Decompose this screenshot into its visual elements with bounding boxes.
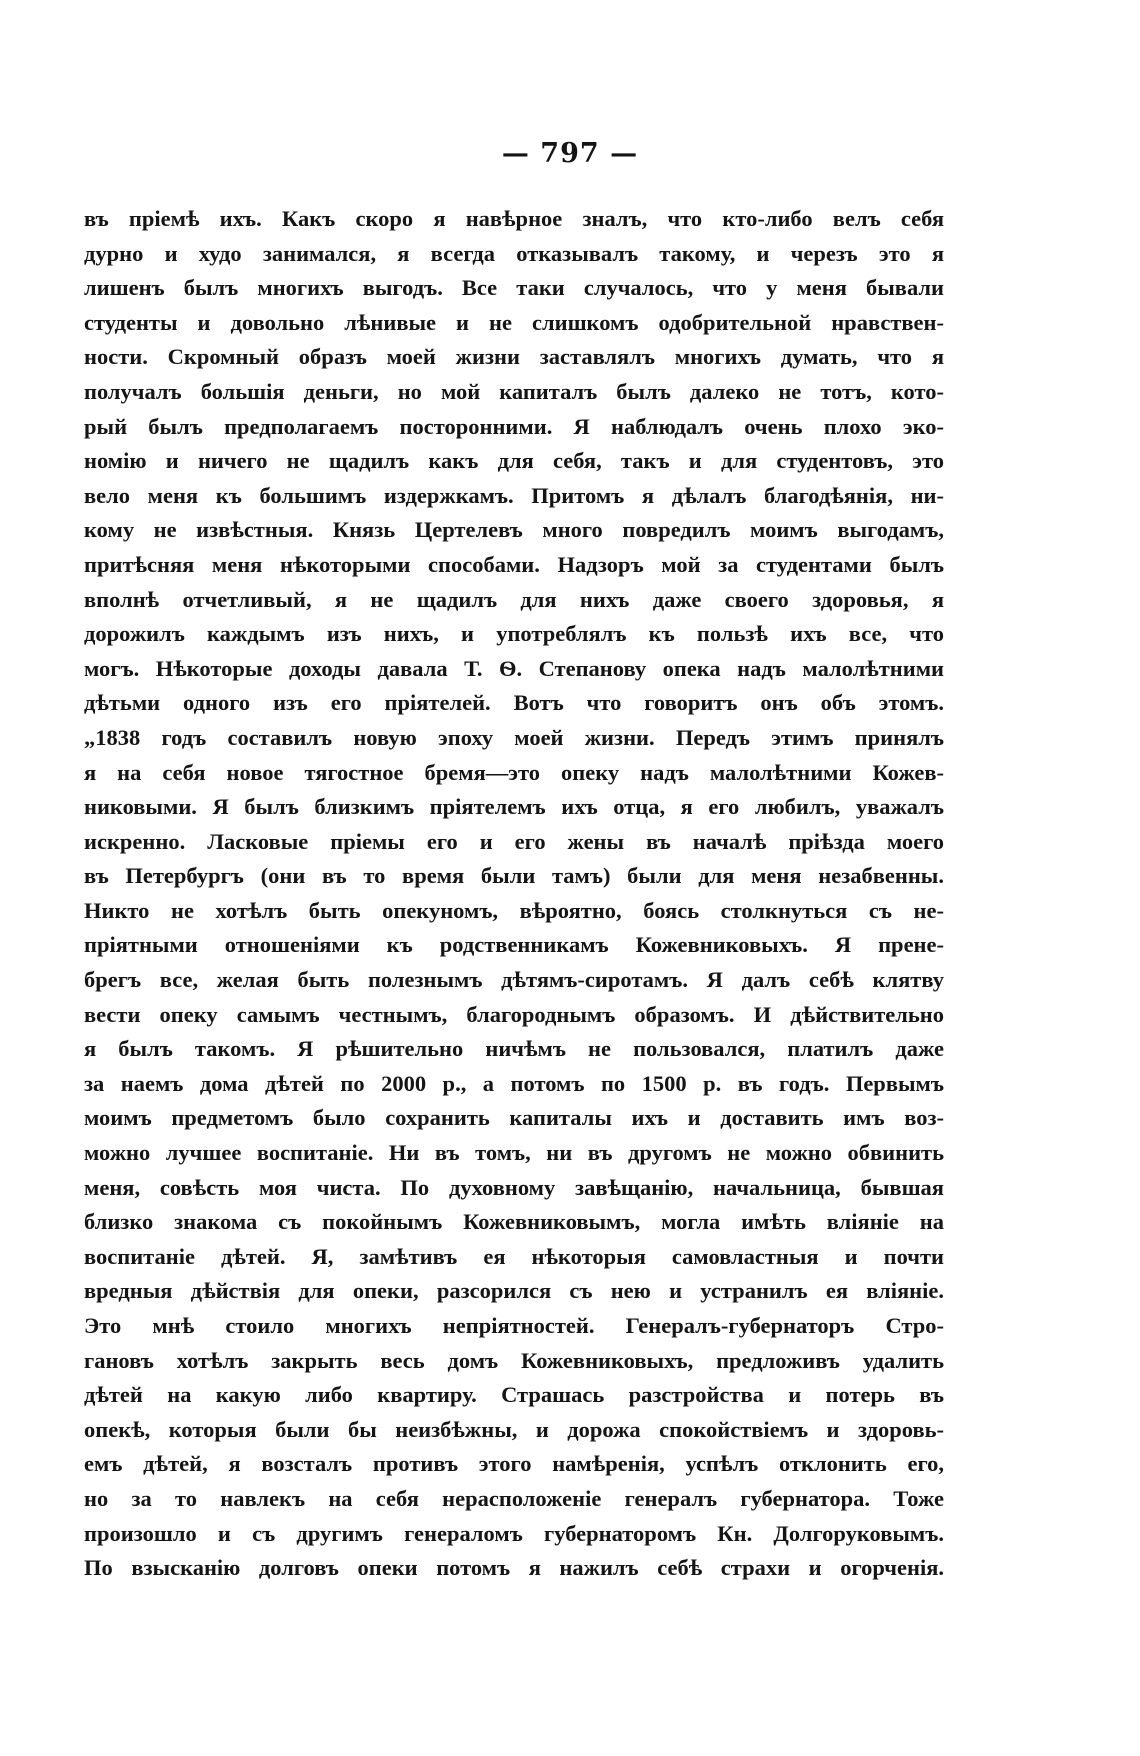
text-line: дорожилъ каждымъ изъ нихъ, и употреблялъ къ пользѣ ихъ все, что bbox=[84, 621, 944, 647]
text-line: дурно и худо занимался, я всегда отказывалъ такому, и черезъ это я bbox=[84, 240, 944, 266]
text-line: дѣтьми одного изъ его пріятелей. Вотъ что говоритъ онъ объ этомъ. bbox=[84, 690, 944, 716]
text-line: вредныя дѣйствія для опеки, разсорился съ нею и устранилъ ея вліяніе. bbox=[84, 1278, 944, 1304]
text-line: вело меня къ большимъ издержкамъ. Притомъ я дѣлалъ благодѣянія, ни- bbox=[84, 482, 944, 508]
text-line: кому не извѣстныя. Князь Цертелевъ много повредилъ моимъ выгодамъ, bbox=[84, 517, 944, 543]
body-text bbox=[84, 202, 944, 1586]
text-line: получалъ большія деньги, но мой капиталъ былъ далеко не тотъ, кото- bbox=[84, 378, 944, 404]
text-line: воспитаніе дѣтей. Я, замѣтивъ ея нѣкоторыя самовластныя и почти bbox=[84, 1243, 944, 1269]
text-line: близко знакома съ покойнымъ Кожевниковымъ, могла имѣть вліяніе на bbox=[84, 1209, 944, 1235]
text-line: номію и ничего не щадилъ какъ для себя, такъ и для студентовъ, это bbox=[84, 448, 944, 474]
text-line: за наемъ дома дѣтей по 2000 р., а потомъ по 1500 р. въ годъ. Первымъ bbox=[84, 1070, 944, 1096]
text-line: притѣсняя меня нѣкоторыми способами. Надзоръ мой за студентами былъ bbox=[84, 551, 944, 577]
text-line: никовыми. Я былъ близкимъ пріятелемъ ихъ отца, я его любилъ, уважалъ bbox=[84, 794, 944, 820]
text-line: произошло и съ другимъ генераломъ губернаторомъ Кн. Долгоруковымъ. bbox=[84, 1520, 944, 1546]
text-line: Никто не хотѣлъ быть опекуномъ, вѣроятно, боясь столкнуться съ не- bbox=[84, 897, 944, 923]
text-line: гановъ хотѣлъ закрыть весь домъ Кожевниковыхъ, предложивъ удалить bbox=[84, 1347, 944, 1373]
text-line: могъ. Нѣкоторые доходы давала Т. Ѳ. Степанову опека надъ малолѣтними bbox=[84, 655, 944, 681]
text-line: ности. Скромный образъ моей жизни заставлялъ многихъ думать, что я bbox=[84, 344, 944, 370]
text-line: меня, совѣсть моя чиста. По духовному завѣщанію, начальница, бывшая bbox=[84, 1174, 944, 1200]
text-line: въ Петербургъ (они въ то время были тамъ) были для меня незабвенны. bbox=[84, 863, 944, 889]
text-line: емъ дѣтей, я возсталъ противъ этого намѣренія, успѣлъ отклонить его, bbox=[84, 1451, 944, 1477]
text-line: „1838 годъ составилъ новую эпоху моей жизни. Передъ этимъ принялъ bbox=[84, 724, 944, 750]
text-line: пріятными отношеніями къ родственникамъ Кожевниковыхъ. Я прене- bbox=[84, 932, 944, 958]
text-line: Это мнѣ стоило многихъ непріятностей. Генералъ-губернаторъ Стро- bbox=[84, 1313, 944, 1338]
text-line: вполнѣ отчетливый, я не щадилъ для нихъ даже своего здоровья, я bbox=[84, 586, 944, 612]
text-line: опекѣ, которыя были бы неизбѣжны, и дорожа спокойствіемъ и здоровь- bbox=[84, 1416, 944, 1442]
text-line: я на себя новое тягостное бремя—это опеку надъ малолѣтними Кожев- bbox=[84, 759, 944, 785]
text-line: студенты и довольно лѣнивые и не слишкомъ одобрительной нравствен- bbox=[84, 309, 944, 335]
text-line: вести опеку самымъ честнымъ, благороднымъ образомъ. И дѣйствительно bbox=[84, 1001, 944, 1027]
page-number: — 797 — bbox=[501, 138, 639, 169]
text-line: брегъ все, желая быть полезнымъ дѣтямъ-сиротамъ. Я далъ себѣ клятву bbox=[84, 967, 944, 993]
text-line: По взысканію долговъ опеки потомъ я нажилъ себѣ страхи и огорченія. bbox=[84, 1555, 944, 1581]
text-line: дѣтей на какую либо квартиру. Страшась разстройства и потерь въ bbox=[84, 1382, 944, 1408]
text-line: лишенъ былъ многихъ выгодъ. Все таки случалось, что у меня бывали bbox=[84, 275, 944, 301]
text-line: въ пріемѣ ихъ. Какъ скоро я навѣрное зналъ, что кто-либо велъ себя bbox=[84, 206, 944, 231]
text-line: можно лучшее воспитаніе. Ни въ томъ, ни въ другомъ не можно обвинить bbox=[84, 1140, 944, 1166]
text-line: искренно. Ласковые пріемы его и его жены въ началѣ пріѣзда моего bbox=[84, 828, 944, 854]
text-line: рый былъ предполагаемъ посторонними. Я наблюдалъ очень плохо эко- bbox=[84, 413, 944, 439]
text-line: я былъ такомъ. Я рѣшительно ничѣмъ не пользовался, платилъ даже bbox=[84, 1036, 944, 1062]
text-line: моимъ предметомъ было сохранить капиталы ихъ и доставить имъ воз- bbox=[84, 1105, 944, 1131]
text-line: но за то навлекъ на себя нерасположеніе генералъ губернатора. Тоже bbox=[84, 1485, 944, 1511]
